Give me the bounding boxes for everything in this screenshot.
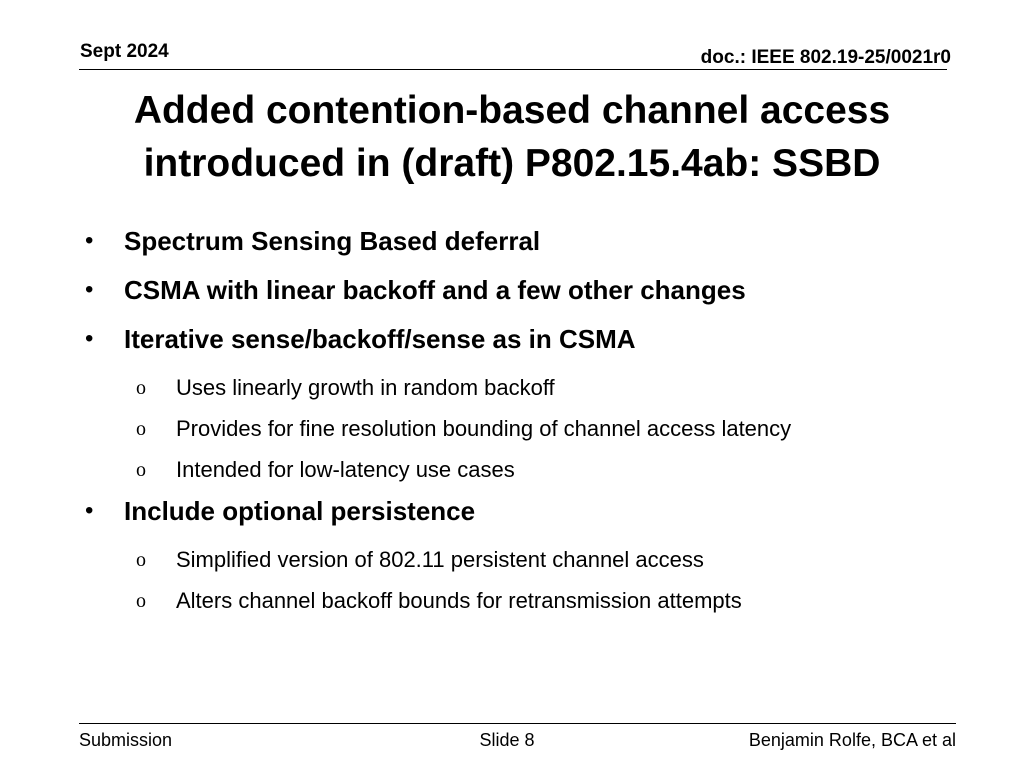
sub-bullet-marker: o <box>136 549 146 571</box>
sub-bullet-item <box>0 367 1024 408</box>
bullet-item <box>0 318 1024 367</box>
sub-bullet-marker: o <box>136 418 146 440</box>
sub-bullet-marker: o <box>136 459 146 481</box>
sub-bullet-text: Intended for low-latency use cases <box>176 457 515 482</box>
header-divider <box>79 69 947 70</box>
sub-bullet-item <box>0 408 1024 449</box>
sub-bullet-item <box>0 539 1024 580</box>
sub-bullet-text: Simplified version of 802.11 persistent channel access <box>176 547 704 572</box>
header-date: Sept 2024 <box>80 41 169 62</box>
sub-bullet-marker: o <box>136 590 146 612</box>
bullet-text: CSMA with linear backoff and a few other changes <box>124 275 746 305</box>
sub-bullet-marker: o <box>136 377 146 399</box>
bullet-list <box>0 220 1024 621</box>
sub-bullet-text: Alters channel backoff bounds for retransmission attempts <box>176 588 742 613</box>
sub-bullet-text: Uses linearly growth in random backoff <box>176 375 555 400</box>
footer-slide-number: Slide 8 <box>479 730 535 750</box>
bullet-item <box>0 269 1024 318</box>
bullet-item <box>0 490 1024 539</box>
bullet-marker: • <box>85 227 94 254</box>
bullet-marker: • <box>85 497 94 524</box>
footer-submission: Submission <box>79 730 173 750</box>
footer-divider <box>79 723 956 724</box>
bullet-text: Include optional persistence <box>124 496 476 526</box>
bullet-item <box>0 220 1024 269</box>
sub-bullet-item <box>0 580 1024 621</box>
bullet-marker: • <box>85 276 94 303</box>
bullet-marker: • <box>85 325 94 352</box>
sub-bullet-text: Provides for fine resolution bounding of channel access latency <box>176 416 792 441</box>
sub-bullet-item <box>0 449 1024 490</box>
header-doc-id: doc.: IEEE 802.19-25/0021r0 <box>700 47 951 68</box>
bullet-text: Spectrum Sensing Based deferral <box>124 226 541 256</box>
footer-author: Benjamin Rolfe, BCA et al <box>748 730 956 750</box>
slide-title <box>60 84 964 190</box>
slide-title-line: introduced in (draft) P802.15.4ab: SSBD <box>143 142 881 185</box>
slide-title-line: Added contention-based channel access <box>133 89 891 132</box>
bullet-text: Iterative sense/backoff/sense as in CSMA <box>124 324 636 354</box>
